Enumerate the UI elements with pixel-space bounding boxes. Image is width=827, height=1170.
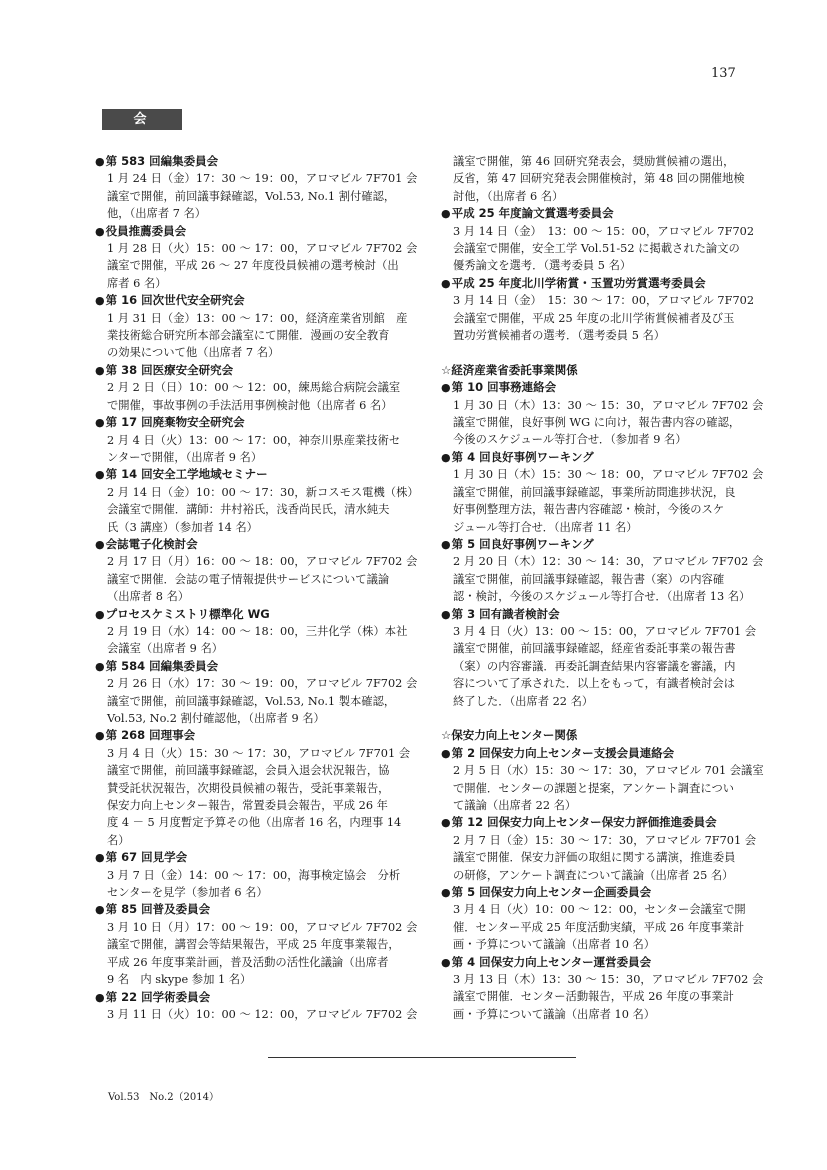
entry-line: 度 4 － 5 月度暫定予算その他（出席者 16 名，内理事 14 (107, 816, 402, 830)
entry-title (441, 814, 756, 831)
spacer (441, 710, 756, 727)
entry-line: 反省，第 47 回研究発表会開催検討，第 48 回の開催地検 (453, 172, 745, 186)
entry-body (441, 466, 764, 536)
entry-title (95, 414, 410, 431)
report-entry (441, 536, 764, 606)
entry-title (95, 989, 410, 1006)
entry-line: 2 月 19 日（水）14：00 ～ 18：00，三井化学（株）本社 (107, 624, 408, 638)
entry-title-text: 第 67 回見学会 (105, 850, 188, 865)
entry-line: 議室で開催，第 46 回研究発表会，奨励賞候補の選出， (453, 155, 735, 168)
report-entry (95, 901, 418, 988)
entry-line: 優秀論文を選考．（選考委員 5 名） (453, 259, 632, 273)
entry-body (441, 397, 764, 449)
entry-line: （案）の内容審議．再委託調査結果内容審議を審議，内 (453, 659, 736, 673)
entry-line: 2 月 5 日（水）15：30 ～ 17：30，アロマビル 701 会議室 (453, 764, 764, 778)
entry-body (95, 310, 410, 362)
bullet-icon: ● (95, 537, 105, 551)
entry-line: ンターで開催，（出席者 9 名） (107, 450, 263, 464)
right-column (441, 153, 764, 1023)
entry-line: 会議室（出席者 9 名） (107, 642, 224, 656)
entry-body (95, 745, 410, 849)
entry-line: 容について了承された．以上をもって，有識者検討会は (453, 677, 735, 691)
entry-body (95, 553, 418, 605)
entry-title-text: 第 2 回保安力向上センター支援会員連絡会 (451, 745, 675, 760)
entry-line: 他，（出席者 7 名） (107, 207, 207, 221)
entry-line: （出席者 8 名） (107, 590, 190, 604)
bullet-icon: ● (441, 276, 451, 290)
entry-title (441, 884, 756, 901)
entry-title-text: 会誌電子化検討会 (105, 536, 198, 551)
entry-title-text: 第 4 回良好事例ワーキング (451, 449, 594, 464)
entry-title-text: 第 584 回編集委員会 (105, 658, 219, 673)
entry-title (441, 606, 756, 623)
entry-title (95, 849, 410, 866)
entry-title (95, 727, 410, 744)
entry-line: 置功労賞候補者の選考．（選考委員 5 名） (453, 329, 666, 343)
bullet-icon: ● (441, 746, 451, 760)
entry-line: 氏（3 講座）（参加者 14 名） (107, 520, 258, 534)
entry-body (95, 623, 410, 658)
entry-title (441, 379, 756, 396)
report-entry (95, 362, 410, 414)
report-entry (95, 223, 418, 293)
report-entry (95, 292, 410, 362)
report-entry (95, 658, 418, 728)
entry-title-text: 第 12 回保安力向上センター保安力評価推進委員会 (451, 815, 717, 830)
entry-title-text: プロセスケミストリ標準化 WG (105, 606, 270, 621)
entry-line: の効果について他（出席者 7 名） (107, 346, 280, 360)
entry-body (95, 919, 418, 989)
entry-line: 3 月 14 日（金） 15：30 ～ 17：00，アロマビル 7F702 (453, 294, 755, 308)
report-entry (441, 379, 764, 449)
report-entry (441, 954, 764, 1024)
bullet-icon: ● (95, 416, 105, 430)
entry-title (95, 606, 410, 623)
report-entry (95, 606, 410, 658)
entry-line: で開催，事故事例の手法活用事例検討他（出席者 6 名） (107, 398, 393, 412)
entry-body (441, 971, 764, 1023)
entry-line: 会議室で開催，安全工学 Vol.51-52 に掲載された論文の (453, 242, 740, 256)
entry-title-text: 第 16 回次世代安全研究会 (105, 293, 245, 308)
entry-line: 議室で開催，前回議事録確認，報告書（案）の内容確 (453, 572, 725, 586)
entry-line: 催．センター平成 25 年度活動実績，平成 26 年度事業計 (453, 920, 745, 934)
entry-line: て議論（出席者 22 名） (453, 799, 577, 812)
entry-body (441, 762, 764, 814)
entry-body (95, 432, 410, 467)
bullet-icon: ● (95, 607, 105, 621)
bullet-icon: ● (95, 468, 105, 482)
entry-body (441, 292, 756, 344)
report-entry (95, 153, 418, 223)
right-group-meti (441, 379, 764, 710)
bullet-icon: ● (95, 729, 105, 743)
entry-body (441, 553, 764, 605)
entry-title (95, 292, 410, 309)
bullet-icon: ● (95, 659, 105, 673)
left-column (95, 153, 419, 1023)
footer-volume: Vol.53 No.2（2014） (108, 1092, 220, 1103)
entry-body (95, 1006, 418, 1023)
entry-line: 討他，（出席者 6 名） (453, 189, 564, 203)
entry-title (441, 449, 756, 466)
entry-title-text: 第 10 回事務連絡会 (451, 380, 557, 395)
entry-line: 今後のスケジュール等打合せ．（参加者 9 名） (453, 433, 687, 447)
entry-line: 席者 6 名） (107, 276, 167, 290)
entry-body (95, 170, 418, 222)
entry-line: 議室で開催．保安力評価の取組に関する講演，推進委員 (453, 851, 736, 865)
report-entry (95, 536, 418, 606)
bullet-icon: ● (441, 955, 451, 969)
entry-line: 3 月 4 日（火）15：30 ～ 17：30，アロマビル 7F701 会 (107, 746, 411, 760)
entry-title (95, 901, 410, 918)
entry-title-text: 第 4 回保安力向上センター運営委員会 (451, 954, 652, 969)
entry-title (95, 362, 410, 379)
report-entry (95, 727, 410, 849)
entry-line: 3 月 4 日（火）10：00 ～ 12：00，センター会議室で開 (453, 903, 746, 917)
entry-body (441, 832, 756, 884)
bullet-icon: ● (441, 607, 451, 621)
left-entries (95, 153, 419, 1023)
entry-line: 1 月 24 日（金）17：30 ～ 19：00，アロマビル 7F701 会 (107, 172, 418, 186)
entry-line: 平成 26 年度事業計画，普及活動の活性化議論（出席者 (107, 955, 389, 969)
entry-body (441, 223, 756, 275)
entry-line: 3 月 10 日（月）17：00 ～ 19：00，アロマビル 7F702 会 (107, 920, 418, 934)
report-entry (95, 414, 410, 466)
bullet-icon: ● (95, 294, 105, 308)
entry-line: 3 月 13 日（木）13：30 ～ 15：30，アロマビル 7F702 会 (453, 973, 764, 987)
entry-title (441, 275, 756, 292)
entry-title (95, 153, 410, 170)
entry-line: 画・予算について議論（出席者 10 名） (453, 938, 656, 952)
entry-title-text: 第 38 回医療安全研究会 (105, 362, 234, 377)
report-entry (441, 745, 764, 815)
entry-line: 9 名 内 skype 参加 1 名） (107, 973, 252, 987)
entry-line: 2 月 2 日（日）10：00 ～ 12：00，練馬総合病院会議室 (107, 381, 401, 395)
entry-body (441, 623, 756, 710)
report-entry (95, 989, 418, 1024)
entry-title (441, 205, 756, 222)
bullet-icon: ● (441, 537, 451, 551)
entry-line: 会議室で開催，平成 25 年度の北川学術賞候補者及び玉 (453, 311, 735, 325)
bullet-icon: ● (95, 990, 105, 1004)
entry-line: 1 月 30 日（木）15：30 ～ 18：00，アロマビル 7F702 会 (453, 468, 764, 482)
entry-line: 2 月 20 日（木）12：30 ～ 14：30，アロマビル 7F702 会 (453, 555, 764, 569)
entry-title-text: 第 17 回廃棄物安全研究会 (105, 415, 245, 430)
entry-title-text: 平成 25 年度北川学術賞・玉置功労賞選考委員会 (451, 275, 706, 290)
entry-line: 3 月 14 日（金） 13：00 ～ 15：00，アロマビル 7F702 (453, 224, 755, 238)
entry-title-text: 第 5 回保安力向上センター企画委員会 (451, 885, 652, 900)
report-entry (441, 884, 756, 954)
report-entry (95, 466, 419, 536)
entry-title (441, 954, 756, 971)
entry-line: 会議室で開催．講師：井村裕氏，浅香尚民氏，清水純夫 (107, 503, 390, 517)
entry-line: 2 月 14 日（金）10：00 ～ 17：30，新コスモス電機（株） (107, 485, 419, 499)
entry-line: 終了した．（出席者 22 名） (453, 694, 594, 708)
bullet-icon: ● (95, 155, 105, 168)
entry-title-text: 第 85 回普及委員会 (105, 902, 211, 917)
entry-body (95, 240, 418, 292)
page-number: 137 (711, 66, 736, 81)
entry-line: 議室で開催．会誌の電子情報提供サービスについて議論 (107, 572, 390, 586)
entry-title (95, 658, 410, 675)
entry-line: 名） (107, 833, 130, 847)
entry-title (441, 536, 756, 553)
entry-line: 2 月 7 日（金）15：30 ～ 17：30，アロマビル 7F701 会 (453, 833, 757, 847)
spacer (441, 344, 756, 361)
entry-body (95, 379, 410, 414)
entry-line: 議室で開催，良好事例 WG に向け，報告書内容の確認， (453, 416, 741, 430)
bullet-icon: ● (95, 851, 105, 865)
entry-line: 賛受託状況報告，次期役員候補の報告，受託事業報告， (107, 781, 390, 795)
bullet-icon: ● (441, 381, 451, 395)
entry-line: 議室で開催，前回議事録確認，会員入退会状況報告，協 (107, 764, 390, 778)
entry-title (95, 466, 410, 483)
entry-line: 議室で開催，前回議事録確認，事業所訪問進捗状況，良 (453, 485, 736, 499)
entry-body (95, 484, 419, 536)
entry-line: 業技術総合研究所本部会議室にて開催．漫画の安全教育 (107, 329, 390, 343)
bullet-icon: ● (441, 886, 451, 900)
entry-line: 保安力向上センター報告，常置委員会報告，平成 26 年 (107, 799, 388, 813)
entry-title (95, 223, 410, 240)
entry-title (95, 536, 410, 553)
entry-title (441, 745, 756, 762)
bullet-icon: ● (441, 816, 451, 830)
entry-line: 認・検討，今後のスケジュール等打合せ．（出席者 13 名） (453, 590, 751, 604)
entry-body (95, 675, 418, 727)
report-entry (441, 205, 756, 275)
entry-line: 3 月 11 日（火）10：00 ～ 12：00，アロマビル 7F702 会 (107, 1007, 418, 1021)
bullet-icon: ● (95, 903, 105, 917)
footer-rule (268, 1057, 576, 1058)
report-entry (441, 449, 764, 536)
right-group-center (441, 745, 764, 1024)
entry-title-text: 第 14 回安全工学地域セミナー (105, 467, 268, 482)
heading-center: ☆保安力向上センター関係 (441, 728, 578, 743)
entry-title-text: 第 5 回良好事例ワーキング (451, 536, 594, 551)
bullet-icon: ● (441, 450, 451, 464)
entry-line: 3 月 7 日（金）14：00 ～ 17：00，海事検定協会 分析 (107, 868, 401, 882)
section-label: 会 報 (102, 109, 182, 130)
report-entry (441, 814, 756, 884)
entry-body (95, 867, 410, 902)
entry-title-text: 平成 25 年度論文賞選考委員会 (451, 206, 614, 221)
entry-line: 1 月 28 日（火）15：00 ～ 17：00，アロマビル 7F702 会 (107, 242, 418, 256)
entry-line: 議室で開催，講習会等結果報告，平成 25 年度事業報告， (107, 938, 400, 952)
entry-line: 議室で開催，平成 26 ～ 27 年度役員候補の選考検討（出 (107, 259, 399, 273)
entry-line: 議室で開催，前回議事録確認，Vol.53, No.1 製本確認， (107, 694, 396, 708)
entry-line: 3 月 4 日（火）13：00 ～ 15：00，アロマビル 7F701 会 (453, 624, 757, 638)
bullet-icon: ● (95, 224, 105, 238)
entry-title-text: 第 268 回理事会 (105, 728, 196, 743)
entry-line: の研修，アンケート調査について議論（出席者 25 名） (453, 868, 734, 882)
report-entry (441, 275, 756, 345)
entry-line: 議室で開催，前回議事録確認，経産省委託事業の報告書 (453, 642, 736, 656)
entry-line: 議室で開催，前回議事録確認，Vol.53, No.1 割付確認， (107, 189, 396, 203)
bullet-icon: ● (95, 363, 105, 377)
bullet-icon: ● (441, 207, 451, 221)
entry-line: 1 月 31 日（金）13：00 ～ 17：00，経済産業省別館 産 (107, 311, 408, 325)
entry-line: センターを見学（参加者 6 名） (107, 886, 268, 900)
entry-line: Vol.53, No.2 割付確認他，（出席者 9 名） (107, 712, 325, 725)
entry-line: 議室で開催．センター活動報告，平成 26 年度の事業計 (453, 990, 734, 1004)
entry-body (441, 901, 756, 953)
entry-line: ジュール等打合せ．（出席者 11 名） (453, 520, 638, 534)
entry-line: 1 月 30 日（木）13：30 ～ 15：30，アロマビル 7F702 会 (453, 398, 764, 412)
entry-line: 画・予算について議論（出席者 10 名） (453, 1007, 656, 1021)
right-continuation (441, 153, 756, 205)
entry-line: 好事例整理方法，報告書内容確認・検討，今後のスケ (453, 503, 725, 517)
right-group-awards (441, 205, 756, 344)
entry-title-text: 役員推薦委員会 (105, 223, 187, 238)
entry-line: 2 月 26 日（水）17：30 ～ 19：00，アロマビル 7F702 会 (107, 677, 418, 691)
entry-title-text: 第 22 回学術委員会 (105, 989, 211, 1004)
entry-line: 2 月 4 日（火）13：00 ～ 17：00，神奈川県産業技術セ (107, 433, 401, 447)
heading-meti: ☆経済産業省委託事業関係 (441, 362, 578, 377)
entry-title-text: 第 583 回編集委員会 (105, 154, 219, 168)
entry-title-text: 第 3 回有識者検討会 (451, 606, 560, 621)
report-entry (441, 606, 756, 710)
entry-line: で開催．センターの課題と提案，アンケート調査につい (453, 781, 735, 795)
entry-line: 2 月 17 日（月）16：00 ～ 18：00，アロマビル 7F702 会 (107, 555, 418, 569)
report-entry (95, 849, 410, 901)
